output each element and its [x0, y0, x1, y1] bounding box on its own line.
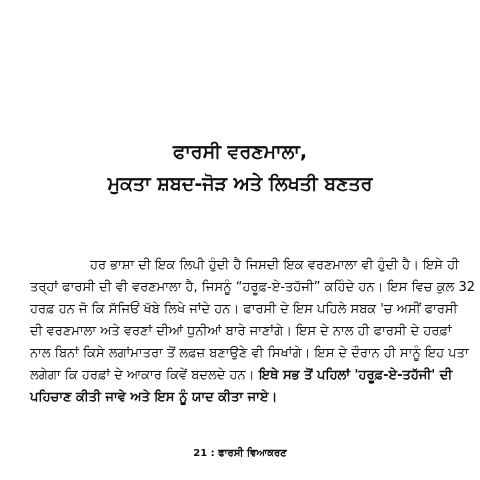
chapter-title-line-2: ਮੁਕਤਾ ਸ਼ਬਦ-ਜੋੜ ਅਤੇ ਲਿਖਤੀ ਬਣਤਰ — [107, 173, 373, 195]
paragraph-line: ਦੀ ਵਰਣਮਾਲਾ ਅਤੇ ਵਰਣਾਂ ਦੀਆਂ ਧੁਨੀਆਂ ਬਾਰੇ ਜਾਣਾਂਗੇ। ਇਸ ਦੇ ਨਾਲ ਹੀ ਫਾਰਸੀ ਦੇ ਹਰਫ਼ਾਂ — [30, 324, 452, 339]
body-paragraph — [30, 255, 476, 409]
footer-separator: : — [207, 448, 219, 459]
paragraph-line-text: ਲਗੇਗਾ ਕਿ ਹਰਫ਼ਾਂ ਦੇ ਆਕਾਰ ਕਿਵੇਂ ਬਦਲਦੇ ਹਨ। — [30, 368, 255, 383]
page-number: 21 — [193, 448, 208, 459]
paragraph-line: ਹਰਫ਼ ਹਨ ਜੋ ਕਿ ਸੱਜਿਓਂ ਖੱਬੇ ਲਿਖੇ ਜਾਂਦੇ ਹਨ। ਫਾਰਸੀ ਦੇ ਇਸ ਪਹਿਲੇ ਸਬਕ 'ਚ ਅਸੀਂ ਫਾਰਸੀ — [30, 302, 458, 317]
paragraph-line: ਹਰ ਭਾਸ਼ਾ ਦੀ ਇਕ ਲਿਪੀ ਹੁੰਦੀ ਹੈ ਜਿਸਦੀ ਇਕ ਵਰਣਮਾਲਾ ਵੀ ਹੁੰਦੀ ਹੈ। ਇਸੇ ਹੀ — [90, 258, 459, 273]
paragraph-line: ਨਾਲ ਬਿਨਾਂ ਕਿਸੇ ਲਗਾਂਮਾਤਰਾ ਤੋਂ ਲਫ਼ਜ਼ ਬਣਾਉਣੇ ਵੀ ਸਿਖਾਂਗੇ। ਇਸ ਦੇ ਦੌਰਾਨ ਹੀ ਸਾਨੂੰ ਇਹ ਪਤਾ — [30, 346, 469, 361]
paragraph-line — [30, 365, 470, 387]
emphasized-paragraph-line: ਪਹਿਚਾਣ ਕੀਤੀ ਜਾਵੇ ਅਤੇ ਇਸ ਨੂੰ ਯਾਦ ਕੀਤਾ ਜਾਏ। — [30, 390, 278, 405]
paragraph-line: ਤਰ੍ਹਾਂ ਫਾਰਸੀ ਦੀ ਵੀ ਵਰਣਮਾਲਾ ਹੈ, ਜਿਸਨੂੰ “ਹਰੂਫ਼-ਏ-ਤਹੱਜੀ” ਕਹਿੰਦੇ ਹਨ। ਇਸ ਵਿਚ ਕੁਲ 32 — [30, 280, 476, 295]
emphasized-text: ਇਥੇ ਸਭ ਤੋਂ ਪਹਿਲਾਂ 'ਹਰੂਫ਼-ਏ-ਤਹੱਜੀ' ਦੀ — [254, 368, 453, 383]
chapter-title-line-1: ਫਾਰਸੀ ਵਰਣਮਾਲਾ, — [172, 141, 308, 163]
page-footer — [0, 447, 480, 461]
running-title: ਫਾਰਸੀ ਵਿਆਕਰਣ — [218, 448, 287, 459]
